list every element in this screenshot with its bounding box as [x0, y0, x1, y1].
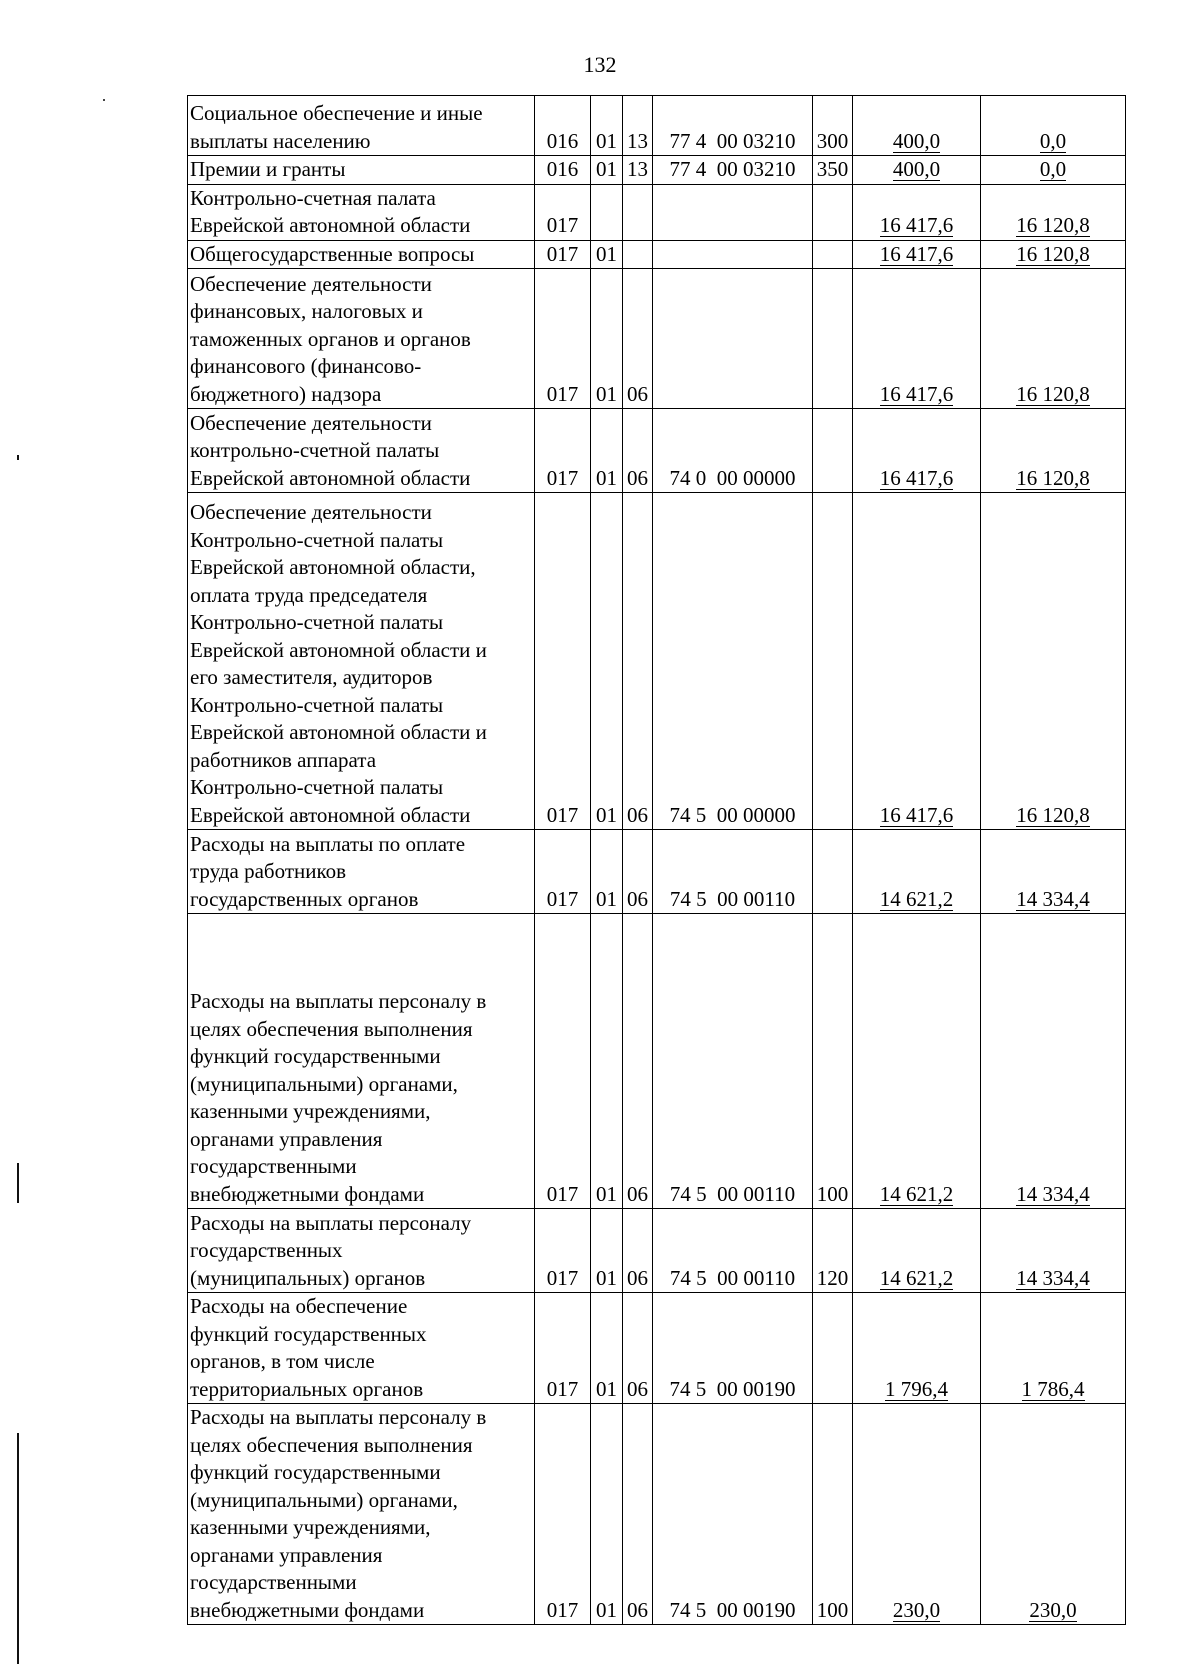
col-sum-2	[981, 914, 1126, 1209]
col-sum-2	[981, 1293, 1126, 1404]
col-pr: 06	[623, 493, 653, 830]
cell-name: Обеспечение деятельности контрольно-счетной палаты Еврейской автономной области	[188, 409, 535, 493]
table-row	[188, 1209, 1126, 1293]
col-pr: 06	[623, 269, 653, 409]
table-row	[188, 493, 1126, 830]
col-gr: 016	[535, 96, 591, 156]
col-pr: 06	[623, 830, 653, 914]
col-sum-2	[981, 1404, 1126, 1625]
cell-name: Расходы на выплаты персоналу государственных (муниципальных) органов	[188, 1209, 535, 1293]
col-gr: 017	[535, 914, 591, 1209]
amount-value: 16 120,8	[1016, 381, 1090, 406]
col-rz: 01	[591, 409, 623, 493]
col-vr	[813, 240, 853, 269]
col-csr	[653, 184, 813, 240]
col-sum-1	[853, 1404, 981, 1625]
amount-value: 16 417,6	[879, 465, 954, 490]
col-gr: 017	[535, 269, 591, 409]
col-vr	[813, 184, 853, 240]
col-sum-1	[853, 493, 981, 830]
page-number: 132	[583, 52, 617, 77]
amount-value: 14 621,2	[879, 1265, 954, 1290]
amount-value: 400,0	[892, 157, 941, 181]
col-pr	[623, 184, 653, 240]
col-gr: 017	[535, 1293, 591, 1404]
col-sum-2	[981, 156, 1126, 185]
col-vr	[813, 409, 853, 493]
col-csr: 74 5 00 00190	[653, 1404, 813, 1625]
table-row	[188, 156, 1126, 185]
col-sum-1	[853, 1209, 981, 1293]
col-vr: 350	[813, 156, 853, 185]
amount-value: 400,0	[892, 128, 941, 153]
col-sum-1	[853, 240, 981, 269]
col-rz	[591, 184, 623, 240]
amount-value: 14 334,4	[1016, 886, 1090, 911]
cell-name: Расходы на выплаты персоналу в целях обеспечения выполнения функций государственными (муниципальными) органами, казенными учреждениями, органами управления государственными внебюджетными фондами	[188, 1404, 535, 1625]
col-gr: 017	[535, 493, 591, 830]
col-csr: 74 0 00 00000	[653, 409, 813, 493]
col-sum-2	[981, 96, 1126, 156]
col-sum-1	[853, 830, 981, 914]
col-rz: 01	[591, 493, 623, 830]
amount-value: 230,0	[1029, 1597, 1077, 1622]
col-rz: 01	[591, 96, 623, 156]
table-row	[188, 1293, 1126, 1404]
col-pr: 06	[623, 1209, 653, 1293]
col-csr: 74 5 00 00000	[653, 493, 813, 830]
amount-value: 16 120,8	[1016, 465, 1090, 490]
col-gr: 017	[535, 1404, 591, 1625]
amount-value: 16 417,6	[879, 213, 954, 237]
table-row	[188, 830, 1126, 914]
col-rz: 01	[591, 269, 623, 409]
amount-value: 16 120,8	[1016, 241, 1090, 266]
col-csr: 74 5 00 00190	[653, 1293, 813, 1404]
amount-value: 1 796,4	[885, 1376, 948, 1401]
cell-name: Общегосударственные вопросы	[188, 240, 535, 269]
col-pr: 06	[623, 409, 653, 493]
table-row	[188, 184, 1126, 240]
table-row	[188, 269, 1126, 409]
col-sum-1	[853, 184, 981, 240]
amount-value: 16 417,6	[879, 381, 954, 406]
col-rz: 01	[591, 914, 623, 1209]
col-sum-2	[981, 493, 1126, 830]
col-vr: 120	[813, 1209, 853, 1293]
amount-value: 14 621,2	[879, 886, 954, 911]
col-sum-1	[853, 1293, 981, 1404]
amount-value: 0,0	[1039, 128, 1067, 153]
col-sum-1	[853, 914, 981, 1209]
col-pr: 13	[623, 156, 653, 185]
cell-name: Расходы на обеспечение функций государственных органов, в том числе территориальных органов	[188, 1293, 535, 1404]
col-rz: 01	[591, 830, 623, 914]
col-gr: 017	[535, 409, 591, 493]
col-sum-2	[981, 240, 1126, 269]
binding-edge-mark	[17, 1433, 19, 1664]
col-rz: 01	[591, 156, 623, 185]
table-row	[188, 409, 1126, 493]
col-csr: 74 5 00 00110	[653, 830, 813, 914]
amount-value: 16 417,6	[879, 241, 954, 266]
amount-value: 230,0	[892, 1597, 941, 1622]
col-vr: 100	[813, 914, 853, 1209]
col-sum-2	[981, 269, 1126, 409]
col-pr	[623, 240, 653, 269]
table-row	[188, 1404, 1126, 1625]
binding-edge-mark	[17, 1163, 19, 1203]
cell-name: Премии и гранты	[188, 156, 535, 185]
col-csr	[653, 269, 813, 409]
budget-table-body	[188, 96, 1126, 1625]
col-vr	[813, 269, 853, 409]
col-rz: 01	[591, 1404, 623, 1625]
col-gr: 017	[535, 830, 591, 914]
col-sum-1	[853, 269, 981, 409]
col-rz: 01	[591, 1293, 623, 1404]
col-sum-2	[981, 1209, 1126, 1293]
amount-value: 1 786,4	[1021, 1376, 1085, 1401]
binding-edge-mark	[17, 455, 19, 460]
amount-value: 14 334,4	[1016, 1265, 1090, 1290]
table-row	[188, 240, 1126, 269]
col-csr: 74 5 00 00110	[653, 1209, 813, 1293]
amount-value: 16 120,8	[1016, 213, 1090, 237]
col-sum-1	[853, 409, 981, 493]
col-pr: 06	[623, 1293, 653, 1404]
amount-value: 14 334,4	[1016, 1181, 1090, 1206]
table-row	[188, 914, 1126, 1209]
cell-name: Расходы на выплаты персоналу в целях обеспечения выполнения функций государственными (муниципальными) органами, казенными учреждениями, органами управления государственными внебюджетными фондами	[188, 914, 535, 1209]
cell-name: Расходы на выплаты по оплате труда работников государственных органов	[188, 830, 535, 914]
amount-value: 16 120,8	[1016, 802, 1090, 827]
col-sum-1	[853, 96, 981, 156]
cell-name: Социальное обеспечение и иные выплаты населению	[188, 96, 535, 156]
col-rz: 01	[591, 1209, 623, 1293]
budget-table	[187, 95, 1126, 1625]
col-vr: 300	[813, 96, 853, 156]
col-pr: 06	[623, 914, 653, 1209]
scan-speck	[103, 99, 105, 101]
col-gr: 017	[535, 1209, 591, 1293]
col-vr	[813, 493, 853, 830]
col-csr	[653, 240, 813, 269]
cell-name: Обеспечение деятельности Контрольно-счетной палаты Еврейской автономной области, оплата труда председателя Контрольно-счетной палаты Еврейской автономной области и его заместителя, аудиторов Контрольно-счетной палаты Еврейской автономной области и работников аппарата Контрольно-счетной палаты Еврейской автономной области	[188, 493, 535, 830]
col-rz: 01	[591, 240, 623, 269]
col-sum-2	[981, 409, 1126, 493]
cell-name: Обеспечение деятельности финансовых, налоговых и таможенных органов и органов финансового (финансово- бюджетного) надзора	[188, 269, 535, 409]
col-vr	[813, 1293, 853, 1404]
col-vr: 100	[813, 1404, 853, 1625]
col-csr: 77 4 00 03210	[653, 96, 813, 156]
table-row	[188, 96, 1126, 156]
amount-value: 0,0	[1039, 157, 1067, 181]
col-vr	[813, 830, 853, 914]
cell-name: Контрольно-счетная палата Еврейской автономной области	[188, 184, 535, 240]
col-gr: 017	[535, 240, 591, 269]
col-pr: 06	[623, 1404, 653, 1625]
col-sum-2	[981, 830, 1126, 914]
col-gr: 017	[535, 184, 591, 240]
col-csr: 77 4 00 03210	[653, 156, 813, 185]
col-gr: 016	[535, 156, 591, 185]
col-csr: 74 5 00 00110	[653, 914, 813, 1209]
amount-value: 14 621,2	[879, 1181, 954, 1206]
col-sum-2	[981, 184, 1126, 240]
amount-value: 16 417,6	[879, 802, 954, 827]
col-sum-1	[853, 156, 981, 185]
col-pr: 13	[623, 96, 653, 156]
